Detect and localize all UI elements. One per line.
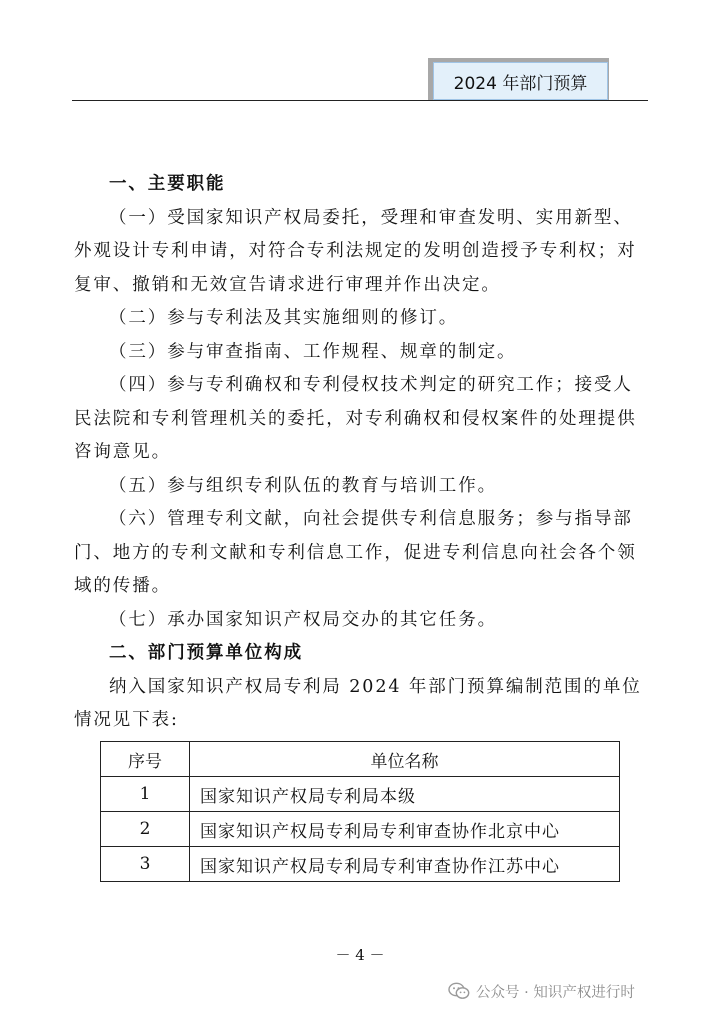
wechat-icon [448, 982, 470, 1000]
function-item: （四）参与专利确权和专利侵权技术判定的研究工作；接受人民法院和专利管理机关的委托，对专利确权和侵权案件的处理提供咨询意见。 [74, 375, 637, 462]
section-heading-functions: 一、主要职能 [109, 174, 226, 194]
watermark-text: 公众号 · 知识产权进行时 [476, 984, 635, 1001]
header-divider [72, 100, 648, 101]
table-row [101, 812, 620, 847]
table-cell-name: 国家知识产权局专利局专利审查协作江苏中心 [190, 847, 620, 882]
table-header-name: 单位名称 [190, 742, 620, 777]
function-item: （一）受国家知识产权局委托，受理和审查发明、实用新型、外观设计专利申请，对符合专利法规定的发明创造授予专利权；对复审、撤销和无效宣告请求进行审理并作出决定。 [74, 207, 637, 295]
document-body [74, 168, 648, 738]
function-item: （二）参与专利法及其实施细则的修订。 [109, 308, 459, 328]
function-item: （三）参与审查指南、工作规程、规章的制定。 [109, 341, 517, 362]
function-item: （七）承办国家知识产权局交办的其它任务。 [109, 609, 497, 630]
table-row [101, 847, 620, 882]
units-intro: 纳入国家知识产权局专利局 2024 年部门预算编制范围的单位情况见下表: [74, 676, 642, 730]
watermark [448, 978, 635, 1004]
table-cell-name: 国家知识产权局专利局本级 [190, 777, 620, 812]
table-cell-no: 1 [101, 777, 190, 812]
table-row [101, 777, 620, 812]
function-item: （五）参与组织专利队伍的教育与培训工作。 [109, 475, 497, 496]
header-title: 2024 年部门预算 [433, 62, 608, 100]
function-item: （六）管理专利文献，向社会提供专利信息服务；参与指导部门、地方的专利文献和专利信息工作，促进专利信息向社会各个领域的传播。 [74, 509, 637, 596]
table-header-row [101, 742, 620, 777]
table-cell-no: 2 [101, 812, 190, 847]
unit-table [100, 741, 620, 882]
table-cell-name: 国家知识产权局专利局专利审查协作北京中心 [190, 812, 620, 847]
page-number: － 4 － [335, 946, 385, 964]
section-heading-units: 二、部门预算单位构成 [109, 643, 303, 663]
table-cell-no: 3 [101, 847, 190, 882]
table-header-no: 序号 [101, 742, 190, 777]
